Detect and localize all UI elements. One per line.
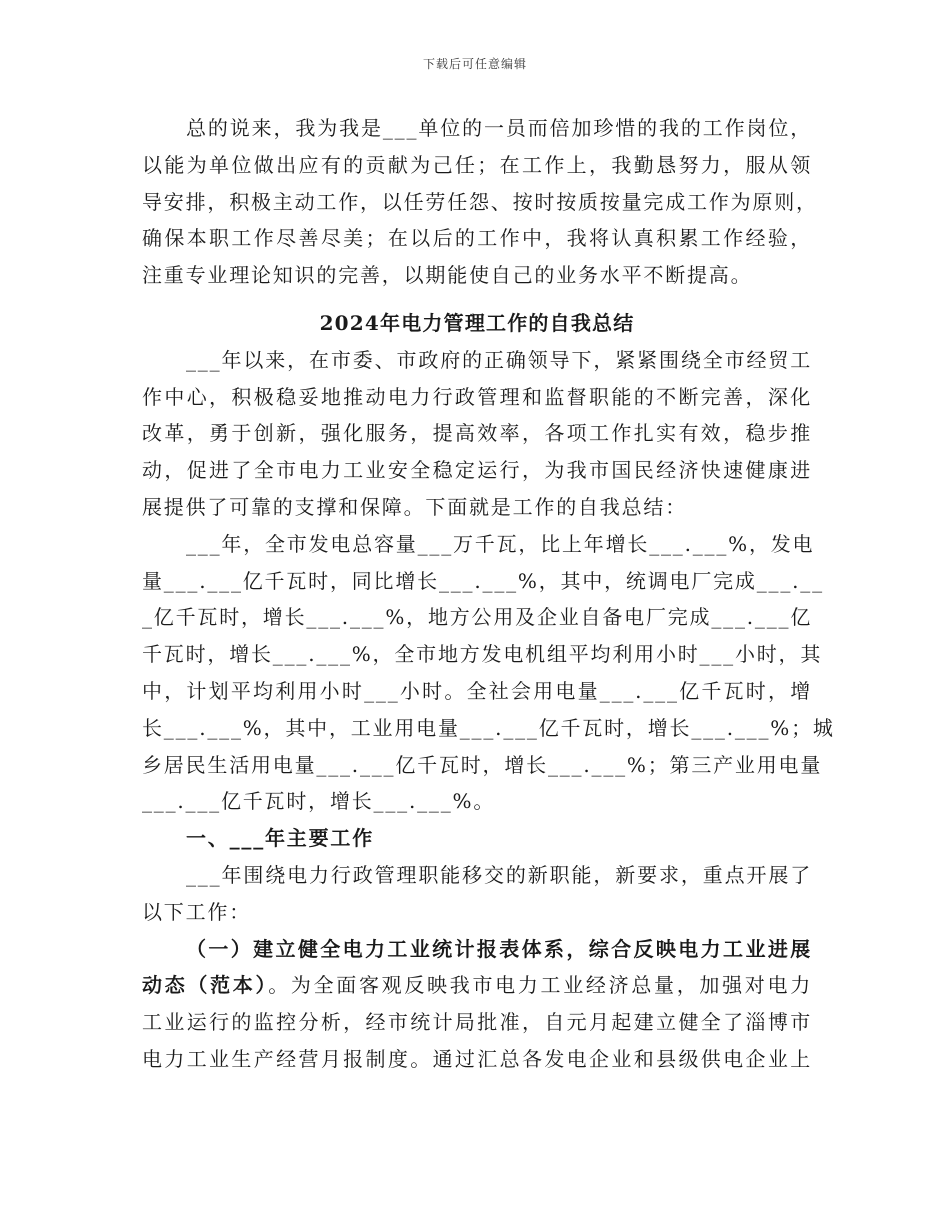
paragraph-line: 乡居民生活用电量___.___亿千瓦时，增长___.___%；第三产业用电量 — [142, 752, 823, 777]
paragraph-line: 长___.___%，其中，工业用电量___.___亿千瓦时，增长___.___%；城 — [142, 715, 835, 740]
paragraph-line: 展提供了可靠的支撑和保障。下面就是工作的自我总结： — [142, 494, 687, 519]
paragraph-line: 总的说来，我为我是___单位的一员而倍加珍惜的我的工作岗位， — [186, 116, 812, 140]
paragraph-line: 千瓦时，增长___.___%，全市地方发电机组平均利用小时___小时，其 — [142, 642, 823, 667]
page-header: 下载后可任意编辑 — [422, 57, 527, 71]
paragraph-line: 以下工作： — [142, 899, 251, 924]
paragraph-line: 确保本职工作尽善尽美；在以后的工作中，我将认真积累工作经验， — [142, 226, 812, 251]
intro-paragraph — [142, 342, 812, 526]
document-body — [142, 110, 835, 1078]
paragraph-text: 。为全面客观反映我市电力工业经济总量，加强对电力 — [268, 973, 812, 998]
paragraph-line: 电力工业生产经营月报制度。通过汇总各发电企业和县级供电企业上 — [142, 1046, 812, 1071]
paragraph-line: ___年，全市发电总容量___万千瓦，比上年增长___.___%，发电 — [186, 531, 815, 556]
document-title: 2024年电力管理工作的自我总结 — [319, 310, 635, 335]
paragraph-line: ___.___亿千瓦时，增长___.___%。 — [142, 789, 496, 814]
paragraph-line: 动，促进了全市电力工业安全稳定运行，为我市国民经济快速健康进 — [142, 458, 812, 483]
paragraph-line: ___年围绕电力行政管理职能移交的新职能，新要求，重点开展了 — [186, 862, 812, 887]
paragraph-line: 工业运行的监控分析，经市统计局批准，自元月起建立健全了淄博市 — [142, 1010, 812, 1035]
paragraph-line: 以能为单位做出应有的贡献为己任；在工作上，我勤恳努力，服从领 — [142, 152, 812, 177]
paragraph-line: 量___.___亿千瓦时，同比增长___.___%，其中，统调电厂完成___.__ — [142, 568, 824, 593]
paragraph-line: 中，计划平均利用小时___小时。全社会用电量___.___亿千瓦时，增 — [142, 678, 812, 703]
stats-paragraph — [142, 526, 835, 820]
subsection-heading-line: （一）建立健全电力工业统计报表体系，综合反映电力工业进展 — [186, 936, 812, 961]
section-paragraph — [142, 857, 812, 931]
paragraph-line: ___年以来，在市委、市政府的正确领导下，紧紧围绕全市经贸工 — [186, 347, 812, 372]
paragraph-line: 导安排，积极主动工作，以任劳任怨、按时按质按量完成工作为原则， — [142, 189, 818, 214]
paragraph-line: _亿千瓦时，增长___.___%，地方公用及企业自备电厂完成___.___亿 — [142, 605, 813, 630]
closing-paragraph — [142, 110, 818, 294]
section-heading: 一、___年主要工作 — [186, 826, 374, 851]
paragraph-line: 改革，勇于创新，强化服务，提高效率，各项工作扎实有效，稳步推 — [142, 421, 812, 446]
subsection-heading-tail: 动态（范本） — [142, 973, 269, 998]
subsection-paragraph — [142, 931, 812, 1078]
paragraph-line — [142, 967, 812, 1004]
paragraph-line: 作中心，积极稳妥地推动电力行政管理和监督职能的不断完善，深化 — [142, 384, 812, 409]
paragraph-line: 注重专业理论知识的完善，以期能使自己的业务水平不断提高。 — [142, 263, 753, 288]
